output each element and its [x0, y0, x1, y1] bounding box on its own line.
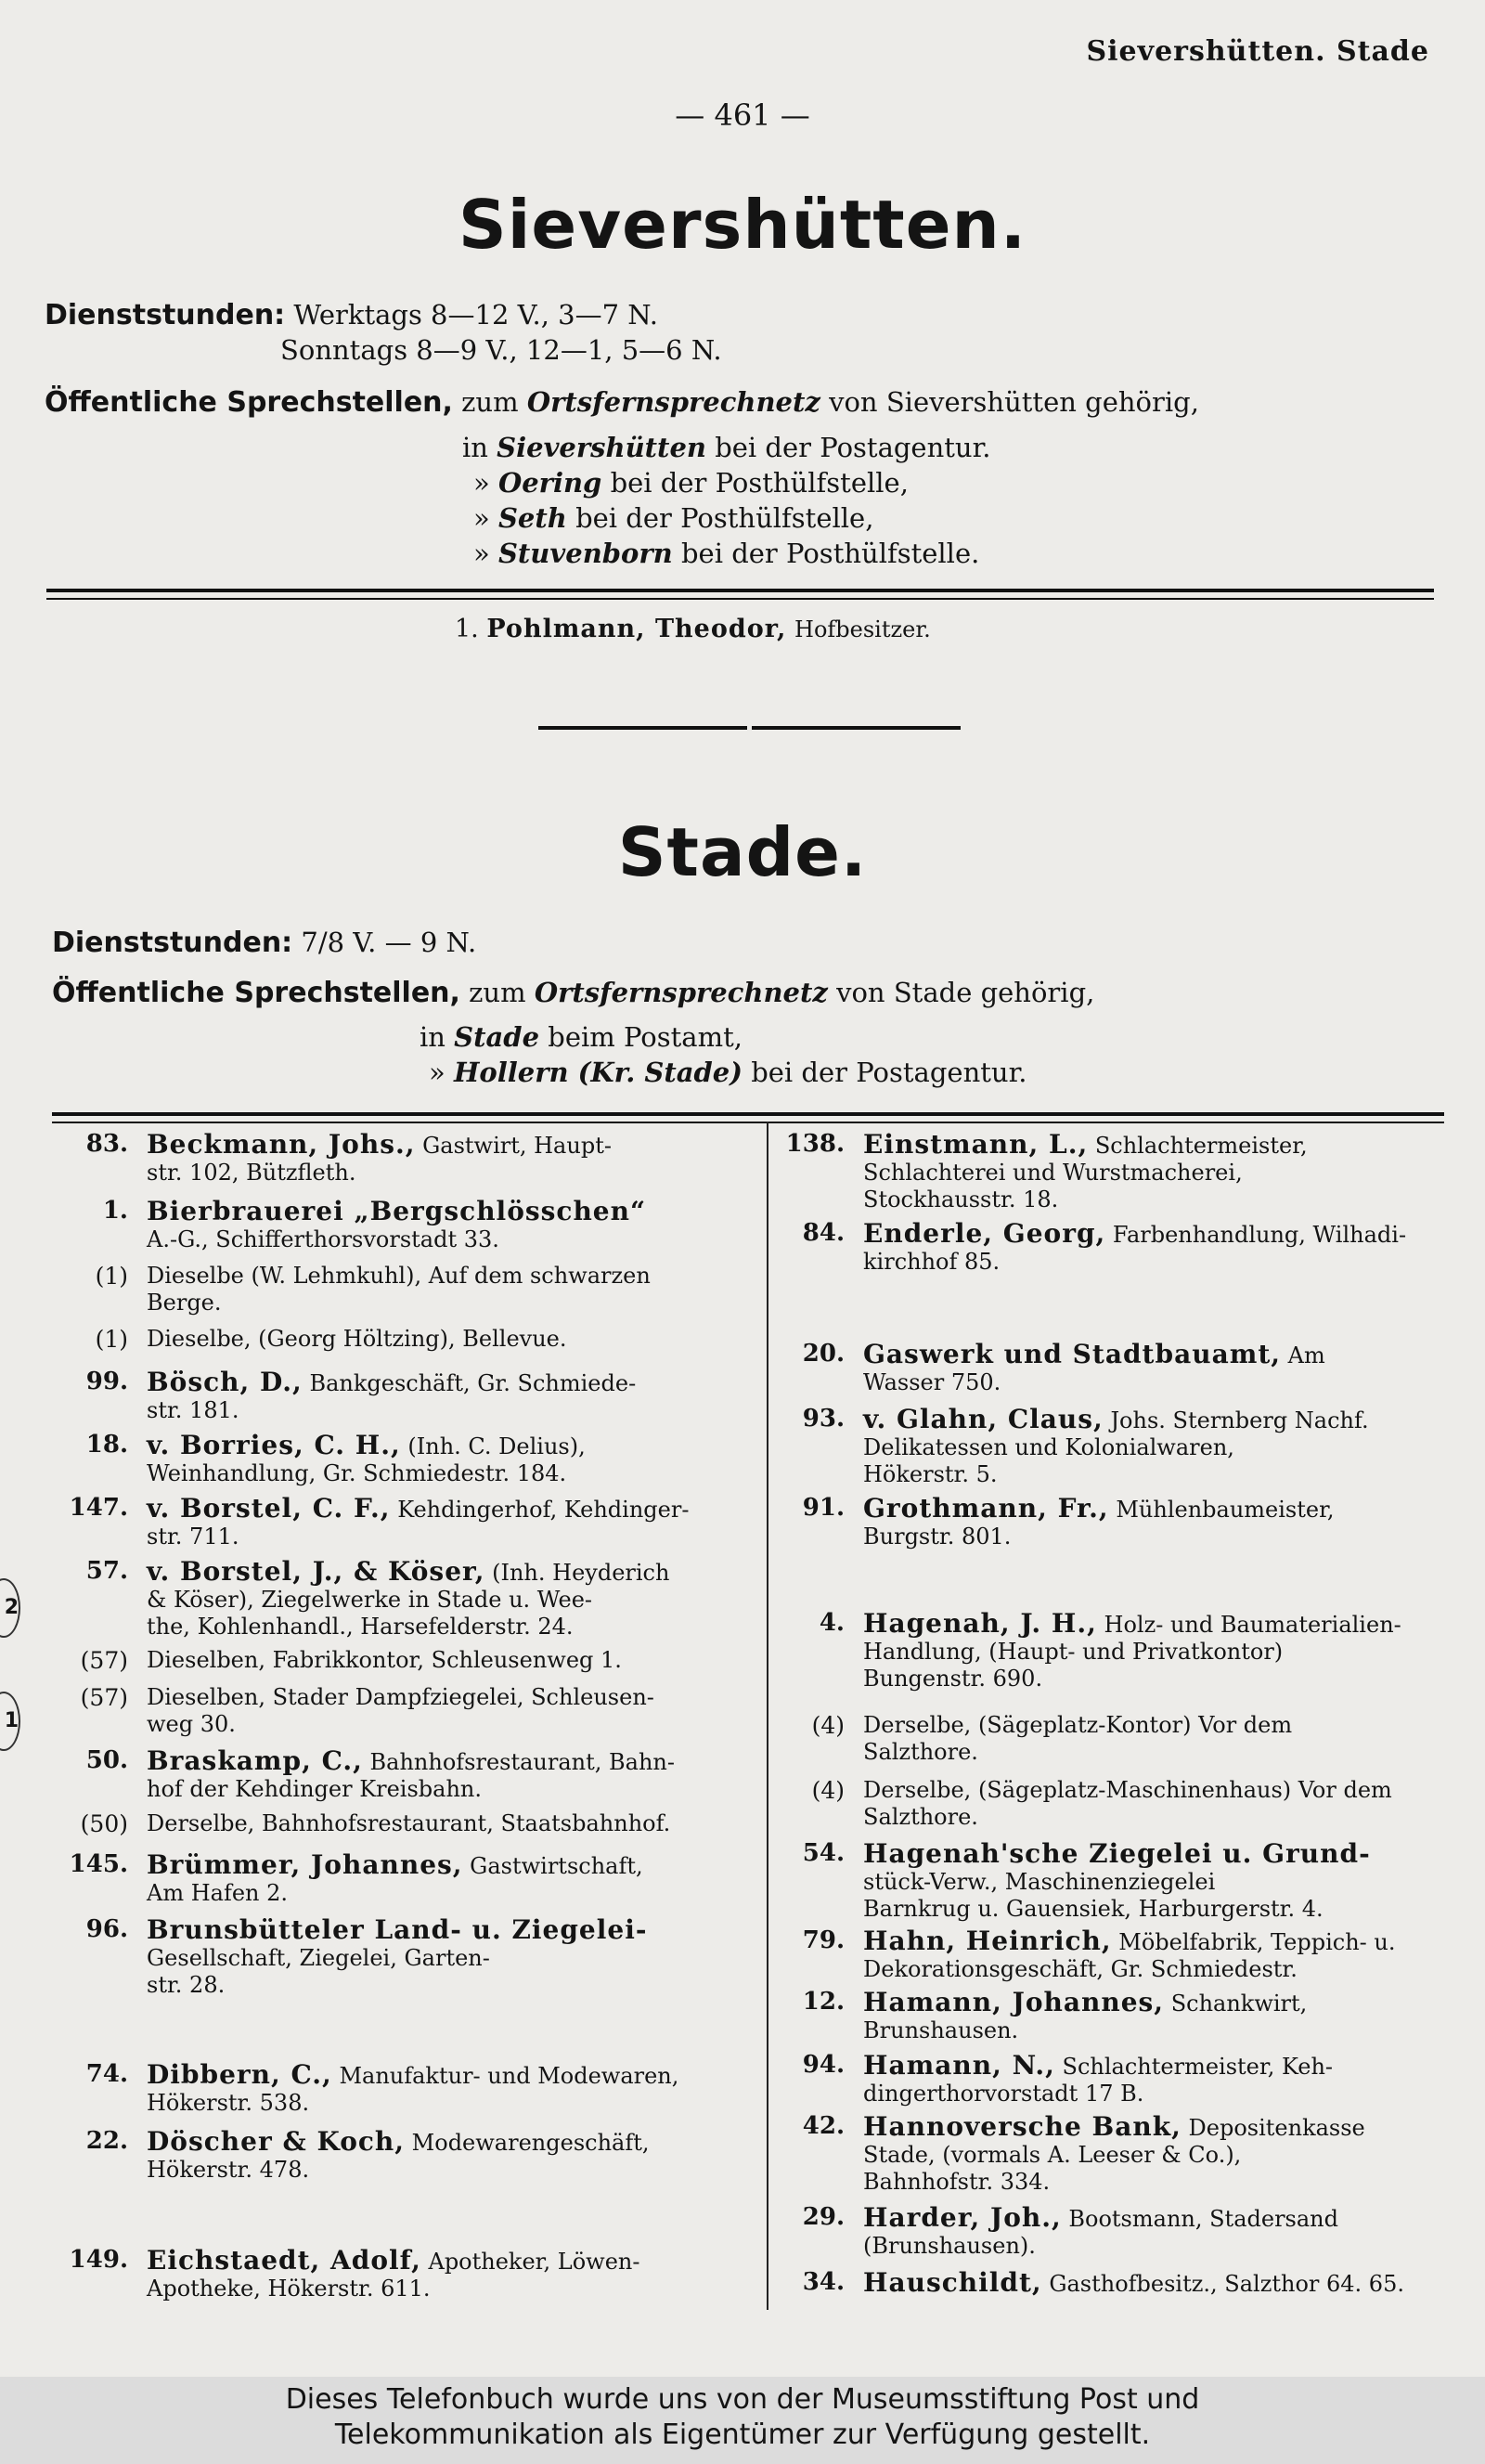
entry-text: dingerthorvorstadt 17 B.	[863, 2081, 1144, 2107]
entry-text: Delikatessen und Kolonialwaren,	[863, 1434, 1234, 1460]
location-text: bei der Posthülfstelle,	[610, 467, 909, 499]
entry-text: Am	[1287, 1342, 1325, 1368]
entry-text: Apotheke, Hökerstr. 611.	[147, 2276, 431, 2302]
margin-mark: 1	[0, 1692, 20, 1751]
entry-text: str. 711.	[147, 1524, 239, 1550]
entry-name: v. Borstel, J., & Köser,	[147, 1556, 485, 1587]
entry-name: Harder, Joh.,	[863, 2202, 1062, 2233]
entry-number: 34.	[802, 2268, 845, 2296]
entry-text: Bahnhofsrestaurant, Bahn-	[369, 1749, 675, 1775]
entry-text: Schlachterei und Wurstmacherei,	[863, 1160, 1243, 1186]
entry-text: weg 30.	[147, 1711, 236, 1737]
entry-name: Bösch, D.,	[147, 1367, 303, 1397]
sprech-text: von Sievershütten gehörig,	[829, 386, 1199, 418]
hours-weekday: Werktags 8—12 V., 3—7 N.	[293, 299, 659, 331]
entry-text: Hökerstr. 478.	[147, 2157, 310, 2183]
entry-text: Manufaktur- und Modewaren,	[339, 2063, 679, 2089]
entry-number: (57)	[80, 1647, 128, 1674]
entry-number: 94.	[802, 2051, 845, 2079]
entry-name: Einstmann, L.,	[863, 1129, 1089, 1160]
entry-name: Döscher & Koch,	[147, 2126, 406, 2157]
entry-number: 96.	[85, 1915, 128, 1943]
entry-name: v. Borries, C. H.,	[147, 1430, 401, 1460]
sprech-network: Ortsfernsprechnetz	[526, 386, 820, 418]
entry-text: (Inh. C. Delius),	[407, 1433, 586, 1459]
entry-number: (4)	[811, 1777, 845, 1804]
entry-text: Schlachtermeister, Keh-	[1062, 2054, 1334, 2080]
hours-line-sievershuetten	[45, 299, 658, 331]
sprech-line-stade	[52, 977, 1094, 1009]
town-title-stade: Stade.	[617, 813, 868, 891]
location-text: bei der Posthülfstelle.	[680, 538, 980, 569]
column-divider	[767, 1122, 768, 2310]
entry-number: 22.	[85, 2127, 128, 2155]
location-line	[462, 432, 990, 463]
entry-text: kirchhof 85.	[863, 1249, 1001, 1275]
entry-text: Salzthore.	[863, 1739, 978, 1765]
entry-name: Hagenah, J. H.,	[863, 1608, 1097, 1639]
entry-text: Möbelfabrik, Teppich- u.	[1118, 1929, 1396, 1955]
entry-name: Hannoversche Bank,	[863, 2111, 1182, 2142]
divider-rule	[46, 589, 1434, 592]
entry-text: Bahnhofstr. 334.	[863, 2169, 1051, 2195]
entry-name: Hahn, Heinrich,	[863, 1926, 1112, 1956]
divider-rule	[52, 1112, 1444, 1116]
entry-number: 18.	[85, 1431, 128, 1459]
entry-text: Bootsmann, Stadersand	[1068, 2206, 1338, 2232]
entry-text: (Inh. Heyderich	[492, 1560, 670, 1586]
entry-name: Enderle, Georg,	[863, 1218, 1106, 1249]
entry-name: Beckmann, Johs.,	[147, 1129, 416, 1160]
entry-text: Salzthore.	[863, 1804, 978, 1830]
location-prefix: »	[473, 467, 490, 499]
location-prefix: in	[420, 1021, 446, 1053]
entry-text: Hökerstr. 5.	[863, 1461, 998, 1487]
entry-text: Stockhausstr. 18.	[863, 1187, 1059, 1213]
entry-name: Hamann, N.,	[863, 2050, 1055, 2081]
entry-name: Dibbern, C.,	[147, 2059, 332, 2090]
entry-number: 12.	[802, 1988, 845, 2016]
entry-text: Gesellschaft, Ziegelei, Garten-	[147, 1945, 490, 1971]
entry-text: Stade, (vormals A. Leeser & Co.),	[863, 2142, 1242, 2168]
location-line	[420, 1021, 742, 1053]
entry-number: 4.	[819, 1609, 845, 1637]
running-head: Sievershütten. Stade	[1086, 35, 1429, 68]
subscriber-name: Pohlmann, Theodor,	[486, 615, 787, 643]
entry-text: Am Hafen 2.	[147, 1880, 289, 1906]
location-line	[473, 502, 873, 534]
location-prefix: in	[462, 432, 488, 463]
section-end-rule	[538, 726, 747, 730]
location-text: beim Postamt,	[548, 1021, 742, 1053]
entry-text: (Brunshausen).	[863, 2233, 1036, 2259]
location-line	[473, 467, 909, 499]
location-text: bei der Postagentur.	[715, 432, 991, 463]
entry-text: Farbenhandlung, Wilhadi-	[1112, 1222, 1407, 1248]
entry-text: Handlung, (Haupt- und Privatkontor)	[863, 1639, 1284, 1665]
location-place: Hollern (Kr. Stade)	[453, 1057, 742, 1088]
entry-text: Dieselben, Stader Dampfziegelei, Schleusen-	[147, 1684, 654, 1710]
sprech-line-sievershuetten	[45, 386, 1199, 419]
entry-text: Johs. Sternberg Nachf.	[1110, 1407, 1369, 1433]
entry-text: Schankwirt,	[1170, 1991, 1308, 2017]
entry-number: 93.	[802, 1405, 845, 1433]
margin-mark: 2	[0, 1578, 20, 1638]
entry-name: v. Glahn, Claus,	[863, 1404, 1104, 1434]
location-text: bei der Posthülfstelle,	[575, 502, 874, 534]
entry-text: Burgstr. 801.	[863, 1524, 1012, 1550]
entry-text: Brunshausen.	[863, 2017, 1019, 2043]
subscriber-desc: Hofbesitzer.	[794, 616, 931, 642]
hours-value: 7/8 V. — 9 N.	[301, 927, 477, 958]
entry-number: 79.	[802, 1926, 845, 1954]
entry-text: Weinhandlung, Gr. Schmiedestr. 184.	[147, 1460, 567, 1486]
entry-number: 147.	[69, 1494, 128, 1522]
entry-number: (1)	[95, 1326, 128, 1353]
entry-number: (1)	[95, 1263, 128, 1290]
location-prefix: »	[429, 1057, 446, 1088]
entry-number: 57.	[85, 1557, 128, 1585]
entry-number: (57)	[80, 1684, 128, 1711]
hours-label: Dienststunden:	[45, 299, 286, 331]
entry-number: 84.	[802, 1219, 845, 1247]
entry-name: Bierbrauerei „Bergschlösschen“	[147, 1196, 647, 1226]
section-end-rule	[752, 726, 961, 730]
entry-text: Modewarengeschäft,	[411, 2130, 650, 2156]
entry-number: 145.	[69, 1850, 128, 1878]
divider-rule	[46, 598, 1434, 600]
entry-number: 83.	[85, 1130, 128, 1158]
location-prefix: »	[473, 502, 490, 534]
entry-text: stück-Verw., Maschinenziegelei	[863, 1869, 1216, 1895]
entry-number: 138.	[785, 1130, 845, 1158]
location-line	[429, 1057, 1027, 1088]
entry-text: Apotheker, Löwen-	[428, 2249, 640, 2275]
entry-name: Brümmer, Johannes,	[147, 1849, 463, 1880]
entry-name: Brunsbütteler Land- u. Ziegelei-	[147, 1914, 648, 1945]
sprech-text: zum	[469, 977, 526, 1008]
entry-text: str. 28.	[147, 1972, 226, 1998]
footer-line: Dieses Telefonbuch wurde uns von der Museumsstiftung Post und	[285, 2383, 1200, 2416]
entry-name: Hagenah'sche Ziegelei u. Grund-	[863, 1838, 1371, 1869]
entry-text: Derselbe, (Sägeplatz-Kontor) Vor dem	[863, 1712, 1293, 1738]
divider-rule	[52, 1122, 1444, 1123]
entry-text: hof der Kehdinger Kreisbahn.	[147, 1776, 483, 1802]
entry-text: Wasser 750.	[863, 1369, 1001, 1395]
sprech-text: zum	[461, 386, 519, 418]
entry-name: Braskamp, C.,	[147, 1745, 363, 1776]
sprech-label: Öffentliche Sprechstellen,	[45, 386, 453, 419]
town-title-sievershuetten: Sievershütten.	[458, 186, 1027, 264]
subscriber-entry	[455, 615, 931, 643]
entry-text: str. 102, Bützfleth.	[147, 1160, 356, 1186]
entry-text: Derselbe, (Sägeplatz-Maschinenhaus) Vor dem	[863, 1777, 1392, 1803]
location-place: Sievershütten	[497, 432, 706, 463]
entry-number: 91.	[802, 1494, 845, 1522]
hours-line-stade	[52, 927, 476, 959]
entry-text: Bungenstr. 690.	[863, 1666, 1043, 1692]
entry-text: Hökerstr. 538.	[147, 2090, 310, 2116]
entry-number: (4)	[811, 1712, 845, 1739]
hours-label: Dienststunden:	[52, 927, 293, 959]
sprech-network: Ortsfernsprechnetz	[534, 977, 828, 1008]
sprech-label: Öffentliche Sprechstellen,	[52, 977, 460, 1009]
entry-text: A.-G., Schifferthorsvorstadt 33.	[147, 1226, 499, 1252]
entry-text: & Köser), Ziegelwerke in Stade u. Wee-	[147, 1587, 593, 1613]
entry-text: Holz- und Baumaterialien-	[1104, 1612, 1401, 1638]
location-place: Seth	[497, 502, 567, 534]
entry-name: Hauschildt,	[863, 2267, 1042, 2298]
entry-text: the, Kohlenhandl., Harsefelderstr. 24.	[147, 1614, 574, 1640]
entry-text: Dieselbe (W. Lehmkuhl), Auf dem schwarzen	[147, 1263, 651, 1289]
location-place: Oering	[497, 467, 602, 499]
footer-line: Telekommunikation als Eigentümer zur Verfügung gestellt.	[334, 2419, 1151, 2451]
entry-text: Gastwirt, Haupt-	[422, 1133, 612, 1159]
location-line	[473, 538, 979, 569]
entry-number: (50)	[80, 1810, 128, 1837]
entry-number: 42.	[802, 2112, 845, 2140]
entry-text: str. 181.	[147, 1397, 239, 1423]
sprech-text: von Stade gehörig,	[836, 977, 1095, 1008]
location-place: Stade	[454, 1021, 540, 1053]
entry-text: Berge.	[147, 1290, 222, 1316]
entry-number: 1.	[102, 1197, 128, 1225]
entry-text: Gastwirtschaft,	[470, 1853, 643, 1879]
entry-text: Kehdingerhof, Kehdinger-	[397, 1497, 690, 1523]
entry-text: Derselbe, Bahnhofsrestaurant, Staatsbahnhof.	[147, 1810, 671, 1836]
location-prefix: »	[473, 538, 490, 569]
entry-name: Grothmann, Fr.,	[863, 1493, 1109, 1524]
entry-name: v. Borstel, C. F.,	[147, 1493, 391, 1524]
entry-number: 20.	[802, 1340, 845, 1368]
entry-text: Bankgeschäft, Gr. Schmiede-	[309, 1370, 637, 1396]
entry-number: 74.	[85, 2060, 128, 2088]
entry-name: Hamann, Johannes,	[863, 1987, 1165, 2017]
entry-text: Gasthofbesitz., Salzthor 64. 65.	[1049, 2271, 1404, 2297]
entry-number: 50.	[85, 1746, 128, 1774]
location-text: bei der Postagentur.	[751, 1057, 1027, 1088]
entry-text: Dieselben, Fabrikkontor, Schleusenweg 1.	[147, 1647, 622, 1673]
hours-sunday: Sonntags 8—9 V., 12—1, 5—6 N.	[280, 334, 722, 366]
entry-text: Depositenkasse	[1188, 2115, 1365, 2141]
entry-text: Mühlenbaumeister,	[1116, 1497, 1335, 1523]
entry-number: 149.	[69, 2246, 128, 2274]
entry-text: Dekorationsgeschäft, Gr. Schmiedestr.	[863, 1956, 1298, 1982]
entry-number: 54.	[802, 1839, 845, 1867]
entry-name: Eichstaedt, Adolf,	[147, 2245, 421, 2276]
location-place: Stuvenborn	[497, 538, 673, 569]
entry-number: 29.	[802, 2203, 845, 2231]
subscriber-number: 1.	[455, 615, 479, 643]
page-number: — 461 —	[675, 97, 810, 133]
footer-notice	[0, 2377, 1485, 2464]
entry-number: 99.	[85, 1368, 128, 1395]
entry-text: Dieselbe, (Georg Höltzing), Bellevue.	[147, 1326, 567, 1352]
entry-text: Barnkrug u. Gauensiek, Harburgerstr. 4.	[863, 1896, 1324, 1922]
entry-name: Gaswerk und Stadtbauamt,	[863, 1339, 1282, 1369]
entry-text: Schlachtermeister,	[1094, 1133, 1308, 1159]
